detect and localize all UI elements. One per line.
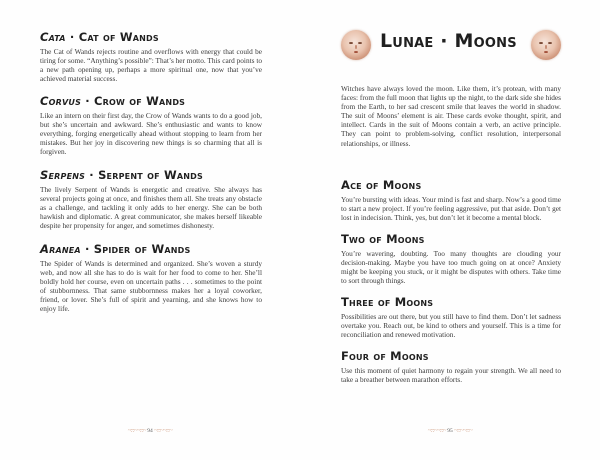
card-title: Two of Moons <box>341 232 425 246</box>
entry-ace-of-moons <box>341 180 561 222</box>
chapter-title: Lunae · Moons <box>380 30 517 52</box>
ornament-flourish-icon: ~ෆ~~ෆ~ <box>154 428 173 434</box>
page-number-value: 95 <box>447 428 453 434</box>
entry-three-of-moons <box>341 297 561 339</box>
entry-text: You’re bursting with ideas. Your mind is fast and sharp. Now’s a good time to start a new project. If you’re feeling aggressive, put that aside. Don’t get lost in indecision. Think, yes, but don’t let it become a mental block. <box>341 194 561 222</box>
separator: · <box>80 242 94 256</box>
moon-eye <box>358 42 362 44</box>
latin-name: Aranea <box>40 242 81 256</box>
moon-eye <box>349 42 353 44</box>
separator: · <box>65 30 79 44</box>
moon-eye <box>548 42 552 44</box>
card-title: Ace of Moons <box>341 178 422 192</box>
entry-text: Possibilities are out there, but you still have to find them. Don’t let sadness overtake you. Reach out, be kind to others and yourself. This is a time for reconciliation and renewed motivation. <box>341 311 561 339</box>
latin-name: Corvus <box>40 94 82 108</box>
entry-text: Use this moment of quiet harmony to regain your strength. We all need to take a breather between marathon efforts. <box>341 365 561 384</box>
right-page <box>300 0 600 460</box>
entry-heading <box>40 170 262 182</box>
moon-nose <box>355 45 357 49</box>
card-title: Three of Moons <box>341 295 434 309</box>
page-number-right <box>410 428 490 435</box>
latin-name: Serpens <box>40 168 86 182</box>
ornament-flourish-icon: ~ෆ~~ෆ~ <box>427 428 446 434</box>
page-number-value: 94 <box>147 428 153 434</box>
page-number-left <box>110 428 190 435</box>
separator: · <box>81 94 95 108</box>
moon-face-icon <box>531 30 561 60</box>
moon-eye <box>539 42 543 44</box>
moon-nose <box>545 45 547 49</box>
entry-serpent-of-wands <box>40 170 262 230</box>
entry-heading <box>40 244 262 256</box>
card-title: Spider of Wands <box>93 242 191 256</box>
moon-mouth <box>544 51 548 53</box>
entry-text: You’re wavering, doubting. Too many thoughts are clouding your decision-making. Maybe you have too much going on at once? Anxiety might be keeping you stuck, or it might be disputes with others. Take time to sort through things. <box>341 248 561 285</box>
latin-name: Cata <box>40 30 66 44</box>
entry-cat-of-wands <box>40 32 262 83</box>
separator: · <box>85 168 99 182</box>
entry-two-of-moons <box>341 234 561 285</box>
entry-text: Like an intern on their first day, the Crow of Wands wants to do a good job, but she’s uncertain and awkward. She’s enthusiastic and wants to know everything, forging energetically ahead without stopping to learn from her mistakes. But her joy in discovering new things is so charming that all is forgiven. <box>40 110 262 156</box>
chapter-intro: Witches have always loved the moon. Like them, it’s protean, with many faces: from the full moon that lights up the night, to the dark side she hides from the Earth, to her sad crescent smile that leaves the world in shadow. The suit of Moons’ element is air. These cards evoke thought, spirit, and intellect. Cards in the suit of Moons contain a verb, an active principle. They can point to problem-solving, conflict resolution, interpersonal relationships, or illness. <box>341 84 561 148</box>
entry-crow-of-wands <box>40 96 262 156</box>
moon-face-icon <box>341 30 371 60</box>
card-title: Cat of Wands <box>78 30 159 44</box>
entry-text: The Spider of Wands is determined and organized. She’s woven a sturdy web, and now all she has to do is wait for her food to come to her. She’ll boldly hold her course, even on uncertain paths . . . sometimes to the point of stubbornness. That same stubbornness makes her a loyal coworker, friend, or lover. She’s full of spirit and yearning, and she knows how to enjoy life. <box>40 258 262 313</box>
entry-text: The lively Serpent of Wands is energetic and creative. She always has several projects going at once, and finishes them all. She treats any obstacle as a challenge, and tackling it only adds to her energy. She can be both hawkish and diplomatic. A great communicator, she makes herself likeable despite her propensity for anger, and sometimes dishonesty. <box>40 184 262 230</box>
card-title: Serpent of Wands <box>98 168 203 182</box>
moon-mouth <box>354 51 358 53</box>
card-title: Four of Moons <box>341 349 429 363</box>
ornament-flourish-icon: ~ෆ~~ෆ~ <box>454 428 473 434</box>
entry-four-of-moons <box>341 351 561 384</box>
card-title: Crow of Wands <box>94 94 186 108</box>
entry-spider-of-wands <box>40 244 262 313</box>
entry-text: The Cat of Wands rejects routine and overflows with energy that could be tiring for some. “Anything’s possible”: That’s her motto. This card points to a new path opening up, perhaps a more spiritual one, now that you’ve achieved material success. <box>40 46 262 83</box>
entry-heading <box>40 32 262 44</box>
entry-heading <box>40 96 262 108</box>
ornament-flourish-icon: ~ෆ~~ෆ~ <box>127 428 146 434</box>
